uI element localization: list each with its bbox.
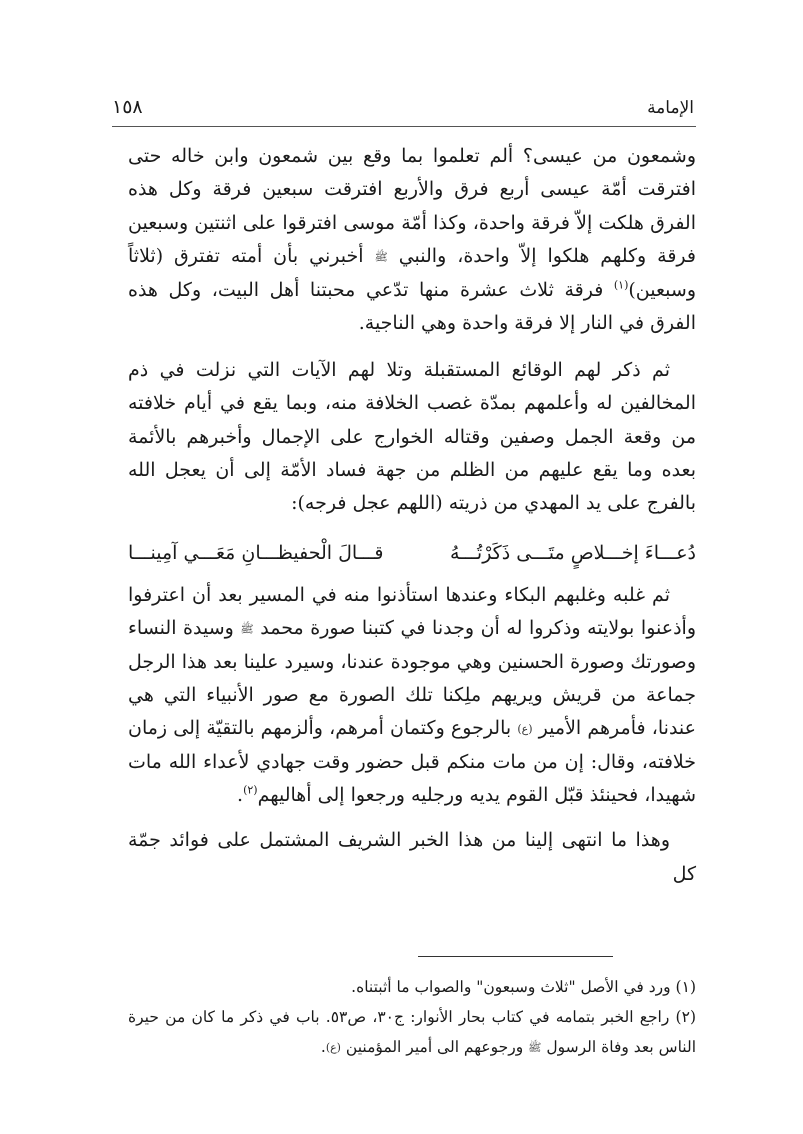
paragraph-4: وهذا ما انتهى إلينا من هذا الخبر الشريف المشتمل على فوائد جمّة كل [128, 829, 696, 885]
page-number: ١٥٨ [112, 96, 143, 118]
paragraph-3-part-a: ثم غلبه وغلبهم البكاء وعندها استأذنوا منه في المسير بعد أن اعترفوا وأذعنوا بولايته وذكروا له أن وجدنا في كتبنا صورة محمد [128, 583, 696, 639]
paragraph-1-part-b: أخبرني بأن أمته تفترق (ثلاثاً وسبعين) [128, 244, 696, 301]
footnote-rule [418, 956, 613, 957]
prophet-honorific-icon: ﷺ [240, 622, 254, 636]
footnote-ref-2[interactable]: (٢) [243, 783, 258, 797]
footnote-2-part-c: . [320, 1038, 326, 1056]
page-header [112, 88, 694, 118]
paragraph-3-part-c: بالرجوع وكتمان أمرهم، وألزمهم بالتقيّة إلى زمان خلافته، وقال: إن من مات منكم قبل حضور وقت جهادي لأعداء الله مات شهيدا، فحينئذ قبّل القوم يديه ورجليه ورجعوا إلى أهاليهم [128, 717, 696, 807]
paragraph-2: ثم ذكر لهم الوقائع المستقبلة وتلا لهم الآيات التي نزلت في ذم المخالفين له وأعلمهم بمدّة غصب الخلافة منه، وبما يقع في أيام خلافته من وقعة الجمل وصفين وقتاله الخوارج على الإجمال وأخبرهم بالأئمة بعده وما يقع عليهم من الظلم من جهة فساد الأمّة إلى أن يعجل الله بالفرج على يد المهدي من ذريته (اللهم عجل فرجه): [128, 359, 697, 515]
prophet-honorific-icon: ﷺ [374, 250, 388, 264]
paragraph-1-part-a: وشمعون من عيسى؟ ألم تعلموا بما وقع بين شمعون وابن خاله حتى افترقت أمّة عيسى أربع فرق والأربع افترقت سبعين فرقة وكل هذه الفرق هلكت إلاّ فرقة واحدة، وكذا أمّة موسى افترقوا على اثنتين وسبعين فرقة وكلهم هلكوا إلاّ واحدة، والنبي [128, 145, 696, 267]
paragraph-1 [128, 140, 696, 340]
imam-honorific-icon: (ع) [517, 722, 533, 736]
running-title: الإمامة [647, 98, 694, 118]
verse-left-hemistich: قـــالَ الْحفيظـــانِ مَعَـــي آمِينـــا [128, 541, 384, 564]
prophet-honorific-icon: ﷺ [528, 1041, 542, 1054]
footnote-1: (١) ورد في الأصل "ثلاث وسبعون" والصواب ما أثبتناه. [351, 978, 696, 996]
footnotes [128, 972, 696, 1063]
poetry-verse [128, 533, 696, 573]
header-rule [112, 126, 696, 127]
paragraph-3-part-b: وسيدة النساء وصورتك وصورة الحسنين وهي موجودة عندنا، وسيرد علينا بعد هذا الرجل جماعة من قريش ويريهم ملِكنا تلك الصورة مع صور الأنبياء التي هي عندنا، فأمرهم الأمير [128, 616, 696, 740]
verse-right-hemistich: دُعـــاءَ إخـــلاصٍ متَـــى ذَكَرْتُـــهُ [450, 541, 696, 564]
footnote-ref-1[interactable]: (١) [613, 278, 629, 292]
body-text [128, 140, 696, 903]
paragraph-3 [128, 579, 696, 813]
footnote-2-part-a: (٢) راجع الخبر بتمامه في كتاب بحار الأنوار: ج٣٠، ص٥٣. باب في ذكر ما كان من حيرة الناس بعد وفاة الرسول [128, 1008, 696, 1056]
footnote-2-part-b: ورجوعهم الى أمير المؤمنين [340, 1038, 529, 1056]
footnote-2 [128, 1002, 696, 1063]
imam-honorific-icon: (ع) [325, 1041, 341, 1054]
paragraph-1-part-c: فرقة ثلاث عشرة منها تدّعي محبتنا أهل البيت، وكل هذه الفرق في النار إلا فرقة واحدة وهي الناجية. [128, 278, 696, 334]
paragraph-3-part-d: . [237, 784, 244, 807]
